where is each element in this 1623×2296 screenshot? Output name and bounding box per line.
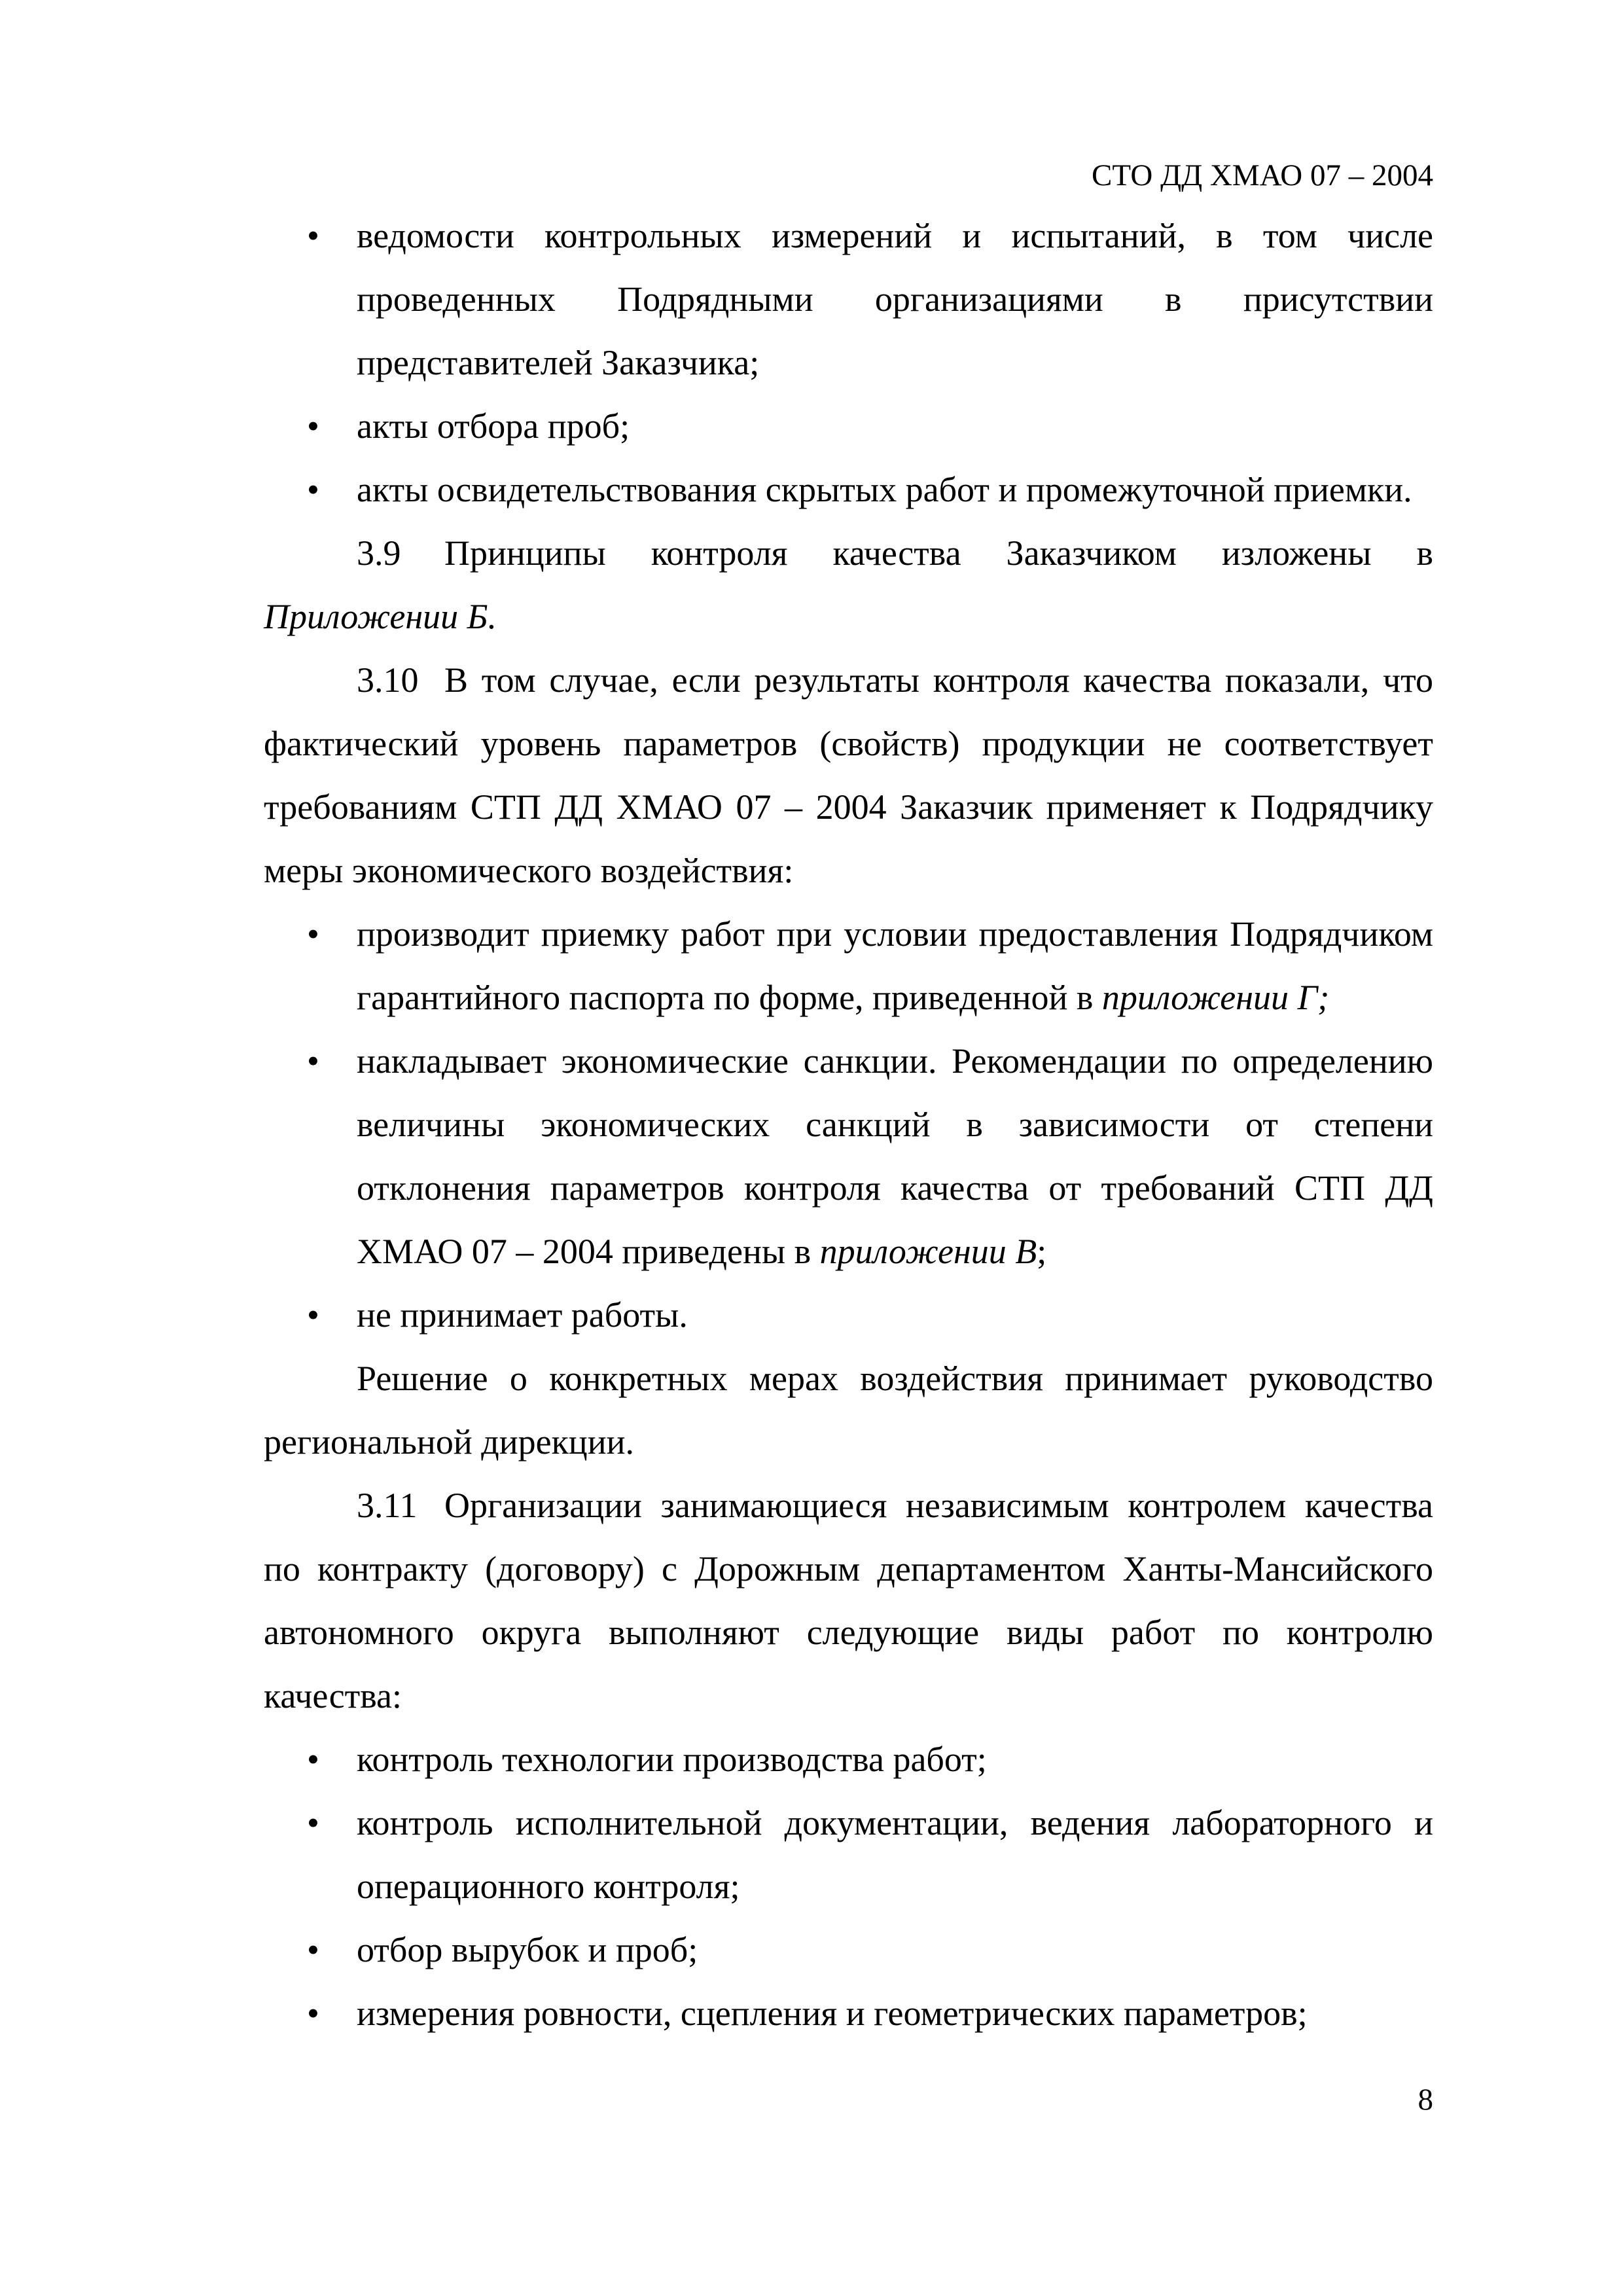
list-item: • контроль исполнительной документации, ведения лабораторного и операционного контроля; [264,1791,1433,1918]
bullet-icon: • [307,1994,319,2033]
bullet-icon: • [307,1930,319,1969]
list-item: • акты отбора проб; [264,395,1433,458]
bullet-icon: • [307,1740,319,1779]
bullet-icon: • [307,1295,319,1335]
page-content [264,204,1433,2045]
appendix-reference: приложении В [819,1232,1037,1271]
documents-list [264,204,1433,522]
measures-list [264,903,1433,1347]
list-item: • акты освидетельствования скрытых работ и промежуточной приемки. [264,458,1433,522]
decision-paragraph: Решение о конкретных мерах воздействия принимает руководство региональной дирекции. [264,1359,1433,1462]
list-item: • не принимает работы. [264,1283,1433,1347]
bullet-icon: • [307,1803,319,1842]
list-item: • измерения ровности, сцепления и геометрических параметров; [264,1982,1433,2045]
clause-number: 3.11 [357,1486,418,1525]
clause-number: 3.10 [357,660,419,700]
bullet-icon: • [307,1041,319,1081]
appendix-reference: Приложении Б. [264,597,497,636]
list-item: • отбор вырубок и проб; [264,1918,1433,1982]
control-works-list [264,1728,1433,2045]
appendix-reference: приложении Г; [1101,978,1330,1017]
list-item: • производит приемку работ при условии предоставления Подрядчиком гарантийного паспорта по форме, приведенной в приложении Г; [264,903,1433,1030]
document-header: СТО ДД ХМАО 07 – 2004 [1091,158,1433,192]
bullet-icon: • [307,216,319,255]
bullet-icon: • [307,914,319,954]
list-item: • накладывает экономические санкции. Рекомендации по определению величины экономических санкций в зависимости от степени отклонения параметров контроля качества от требований СТП ДД ХМАО 07 – 2004 приведены в приложении В; [264,1030,1433,1283]
paragraph-3-9: 3.9 Принципы контроля качества Заказчиком изложены в Приложении Б. [264,522,1433,649]
list-item: • контроль технологии производства работ; [264,1728,1433,1791]
list-item: • ведомости контрольных измерений и испытаний, в том числе проведенных Подрядными организациями в присутствии представителей Заказчика; [264,204,1433,395]
bullet-icon: • [307,470,319,509]
paragraph-3-10: 3.10 В том случае, если результаты контроля качества показали, что фактический уровень параметров (свойств) продукции не соответствует требованиям СТП ДД ХМАО 07 – 2004 Заказчик применяет к Подрядчику меры экономического воздействия: [264,649,1433,903]
page-number: 8 [1418,2083,1433,2117]
clause-number: 3.9 [357,533,401,573]
bullet-icon: • [307,406,319,446]
paragraph-3-11: 3.11 Организации занимающиеся независимым контролем качества по контракту (договору) с Дорожным департаментом Ханты-Мансийского автономного округа выполняют следующие виды работ по контролю качества: [264,1474,1433,1728]
